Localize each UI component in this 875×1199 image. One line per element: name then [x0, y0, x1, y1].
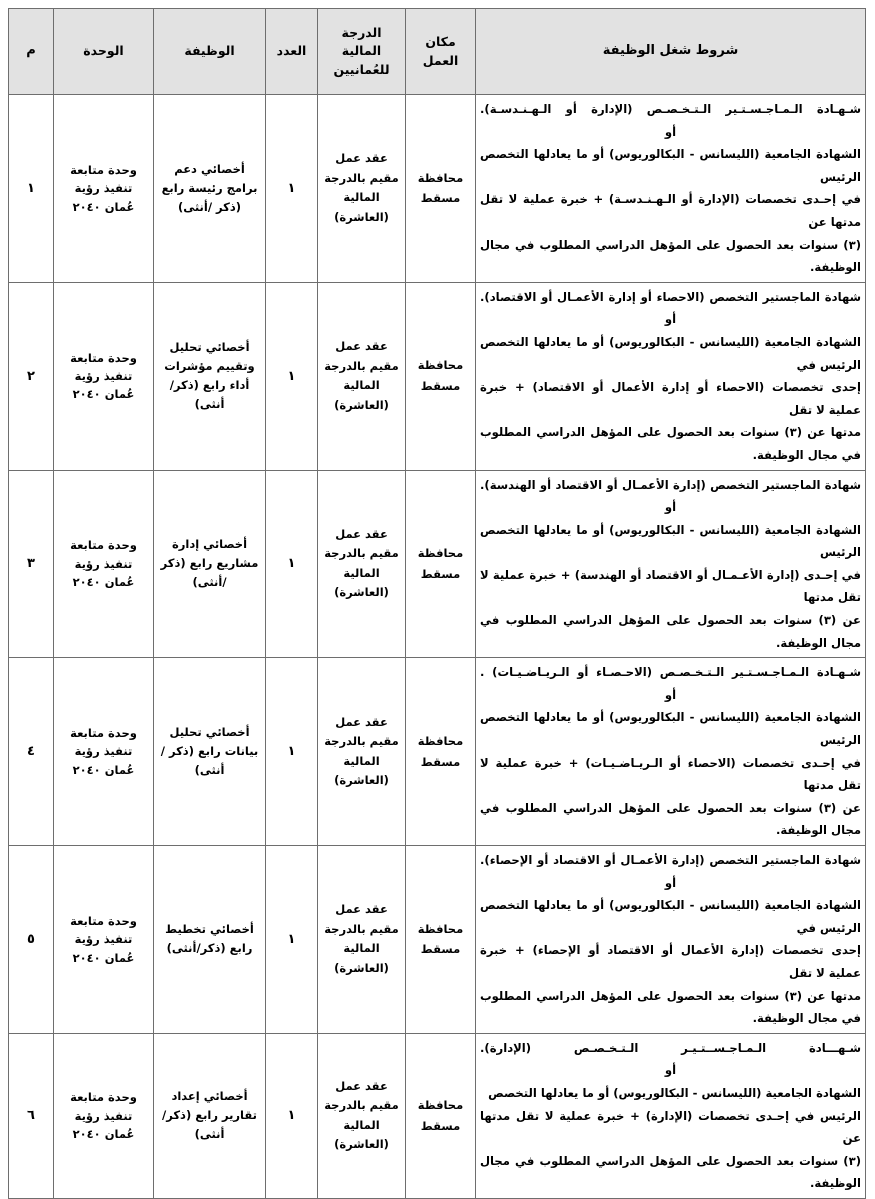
conditions-line: شهادة الماجستير التخصص (إدارة الأعمـال أو الاقتصاد أو الهندسة).: [480, 477, 861, 492]
cell-conditions: [476, 470, 866, 658]
conditions-line: أو: [664, 1063, 677, 1078]
cell-serial: ٦: [9, 1033, 54, 1198]
cell-job: أخصائي إعداد تقارير رابع (ذكر/أنثى): [154, 1033, 266, 1198]
cell-grade: عقد عمل مقيم بالدرجة المالية (العاشرة): [318, 658, 406, 846]
cell-unit: وحدة متابعة تنفيذ رؤية عُمان ٢٠٤٠: [54, 282, 154, 470]
conditions-line: أو: [664, 124, 677, 139]
cell-unit: وحدة متابعة تنفيذ رؤية عُمان ٢٠٤٠: [54, 846, 154, 1034]
cell-count: ١: [266, 658, 318, 846]
conditions-line: إحدى تخصصات (الاحصاء أو إدارة الأعمال أو الاقتصاد) + خبرة عملية لا تقل: [480, 380, 861, 417]
cell-location: محافظة مسقط: [406, 846, 476, 1034]
cell-count: ١: [266, 1033, 318, 1198]
conditions-line: أو: [664, 500, 677, 515]
column-header-conditions: شروط شغل الوظيفة: [476, 9, 866, 95]
vacancy-table: [8, 8, 866, 1199]
column-header-unit: الوحدة: [54, 9, 154, 95]
column-header-location: مكان العمل: [406, 9, 476, 95]
cell-grade: عقد عمل مقيم بالدرجة المالية (العاشرة): [318, 846, 406, 1034]
conditions-line: الشهادة الجامعية (الليسانس - البكالوريوس) أو ما يعادلها التخصص الرئيس: [480, 710, 861, 748]
cell-grade: عقد عمل مقيم بالدرجة المالية (العاشرة): [318, 282, 406, 470]
cell-location: محافظة مسقط: [406, 470, 476, 658]
conditions-line: الشهادة الجامعية (الليسانس - البكالوريوس) أو ما يعادلها التخصص الرئيس في: [480, 898, 861, 935]
conditions-line: شـهـادة الـمـاجـسـتـير الـتـخـصـص (الاحـصـاء أو الـريـاضـيـات) .: [480, 665, 861, 680]
table-row: [9, 1033, 866, 1198]
conditions-line: الشهادة الجامعية (الليسانس - البكالوريوس) أو ما يعادلها التخصص الرئيس: [480, 147, 861, 184]
conditions-line: في إحـدى (إدارة الأعـمـال أو الاقتصاد أو الهندسة) + خبرة عملية لا تقل مدتها: [480, 567, 861, 605]
table-header-row: [9, 9, 866, 95]
cell-count: ١: [266, 282, 318, 470]
conditions-line: الشهادة الجامعية (الليسانس - البكالوريوس) أو ما يعادلها التخصص: [488, 1085, 861, 1100]
conditions-line: الشهادة الجامعية (الليسانس - البكالوريوس) أو ما يعادلها التخصص الرئيس: [480, 522, 861, 560]
column-header-count: العدد: [266, 9, 318, 95]
conditions-line: أو: [664, 687, 677, 702]
column-header-job: الوظيفة: [154, 9, 266, 95]
table-header: [9, 9, 866, 95]
cell-job: أخصائي تحليل بيانات رابع (ذكر /أنثى): [154, 658, 266, 846]
cell-serial: ٣: [9, 470, 54, 658]
conditions-line: في إحـدى تخصصات (الإدارة أو الـهـنـدسـة) + خبرة عملية لا تقل مدتها عن: [480, 192, 861, 229]
table-row: [9, 846, 866, 1034]
table-row: [9, 658, 866, 846]
column-header-grade: الدرجة المالية للعُمانيين: [318, 9, 406, 95]
table-body: [9, 95, 866, 1199]
cell-job: أخصائي تحليل وتقييم مؤشرات أداء رابع (ذكر/أنثى): [154, 282, 266, 470]
conditions-line: مدتها عن (٣) سنوات بعد الحصول على المؤهل الدراسي المطلوب في مجال الوظيفة.: [480, 425, 861, 462]
cell-unit: وحدة متابعة تنفيذ رؤية عُمان ٢٠٤٠: [54, 470, 154, 658]
cell-serial: ١: [9, 95, 54, 283]
table-row: [9, 282, 866, 470]
cell-conditions: [476, 846, 866, 1034]
conditions-line: شهادة الماجستير التخصص (الاحصاء أو إدارة الأعمـال أو الاقتصاد).: [480, 289, 861, 304]
cell-serial: ٤: [9, 658, 54, 846]
cell-job: أخصائي إدارة مشاريع رابع (ذكر /أنثى): [154, 470, 266, 658]
table-row: [9, 470, 866, 658]
cell-conditions: [476, 658, 866, 846]
conditions-line: عن (٣) سنوات بعد الحصول على المؤهل الدراسي المطلوب في مجال الوظيفة.: [480, 613, 861, 650]
conditions-line: شـهـــادة الـمـاجـســتـيـر الـتـخـصـص (الإدارة).: [480, 1040, 861, 1055]
conditions-line: الرئيس في إحـدى تخصصات (الإدارة) + خبرة عملية لا تقل مدتها عن: [480, 1108, 861, 1146]
conditions-line: مدتها عن (٣) سنوات بعد الحصول على المؤهل الدراسي المطلوب في مجال الوظيفة.: [480, 988, 861, 1026]
cell-count: ١: [266, 846, 318, 1034]
conditions-line: شـهـادة الـمـاجـسـتـير الـتـخـصـص (الإدارة أو الـهـنـدسـة).: [480, 102, 861, 116]
cell-location: محافظة مسقط: [406, 658, 476, 846]
cell-job: أخصائي تخطيط رابع (ذكر/أنثى): [154, 846, 266, 1034]
cell-conditions: [476, 282, 866, 470]
cell-location: محافظة مسقط: [406, 1033, 476, 1198]
conditions-line: عن (٣) سنوات بعد الحصول على المؤهل الدراسي المطلوب في مجال الوظيفة.: [480, 800, 861, 838]
conditions-line: (٣) سنوات بعد الحصول على المؤهل الدراسي المطلوب في مجال الوظيفة.: [480, 1153, 861, 1191]
conditions-line: (٣) سنوات بعد الحصول على المؤهل الدراسي المطلوب في مجال الوظيفة.: [480, 237, 861, 275]
conditions-line: الشهادة الجامعية (الليسانس - البكالوريوس) أو ما يعادلها التخصص الرئيس في: [480, 334, 861, 372]
conditions-line: في إحـدى تخصصات (الاحصاء أو الـريـاضـيـات) + خبرة عملية لا تقل مدتها: [480, 755, 861, 793]
cell-unit: وحدة متابعة تنفيذ رؤية عُمان ٢٠٤٠: [54, 1033, 154, 1198]
conditions-line: أو: [664, 875, 677, 890]
conditions-line: إحدى تخصصات (إدارة الأعمال أو الاقتصاد أو الإحصاء) + خبرة عملية لا تقل: [480, 943, 861, 980]
conditions-line: شهادة الماجستير التخصص (إدارة الأعمـال أو الاقتصاد أو الإحصاء).: [480, 853, 861, 867]
cell-conditions: [476, 95, 866, 283]
cell-serial: ٢: [9, 282, 54, 470]
cell-conditions: [476, 1033, 866, 1198]
cell-unit: وحدة متابعة تنفيذ رؤية عُمان ٢٠٤٠: [54, 95, 154, 283]
cell-grade: عقد عمل مقيم بالدرجة المالية (العاشرة): [318, 95, 406, 283]
cell-location: محافظة مسقط: [406, 282, 476, 470]
cell-grade: عقد عمل مقيم بالدرجة المالية (العاشرة): [318, 1033, 406, 1198]
column-header-serial: م: [9, 9, 54, 95]
conditions-line: أو: [664, 312, 677, 327]
table-row: [9, 95, 866, 283]
cell-location: محافظة مسقط: [406, 95, 476, 283]
cell-count: ١: [266, 95, 318, 283]
cell-unit: وحدة متابعة تنفيذ رؤية عُمان ٢٠٤٠: [54, 658, 154, 846]
cell-grade: عقد عمل مقيم بالدرجة المالية (العاشرة): [318, 470, 406, 658]
cell-count: ١: [266, 470, 318, 658]
cell-job: أخصائي دعم برامج رئيسة رابع (ذكر /أنثى): [154, 95, 266, 283]
cell-serial: ٥: [9, 846, 54, 1034]
